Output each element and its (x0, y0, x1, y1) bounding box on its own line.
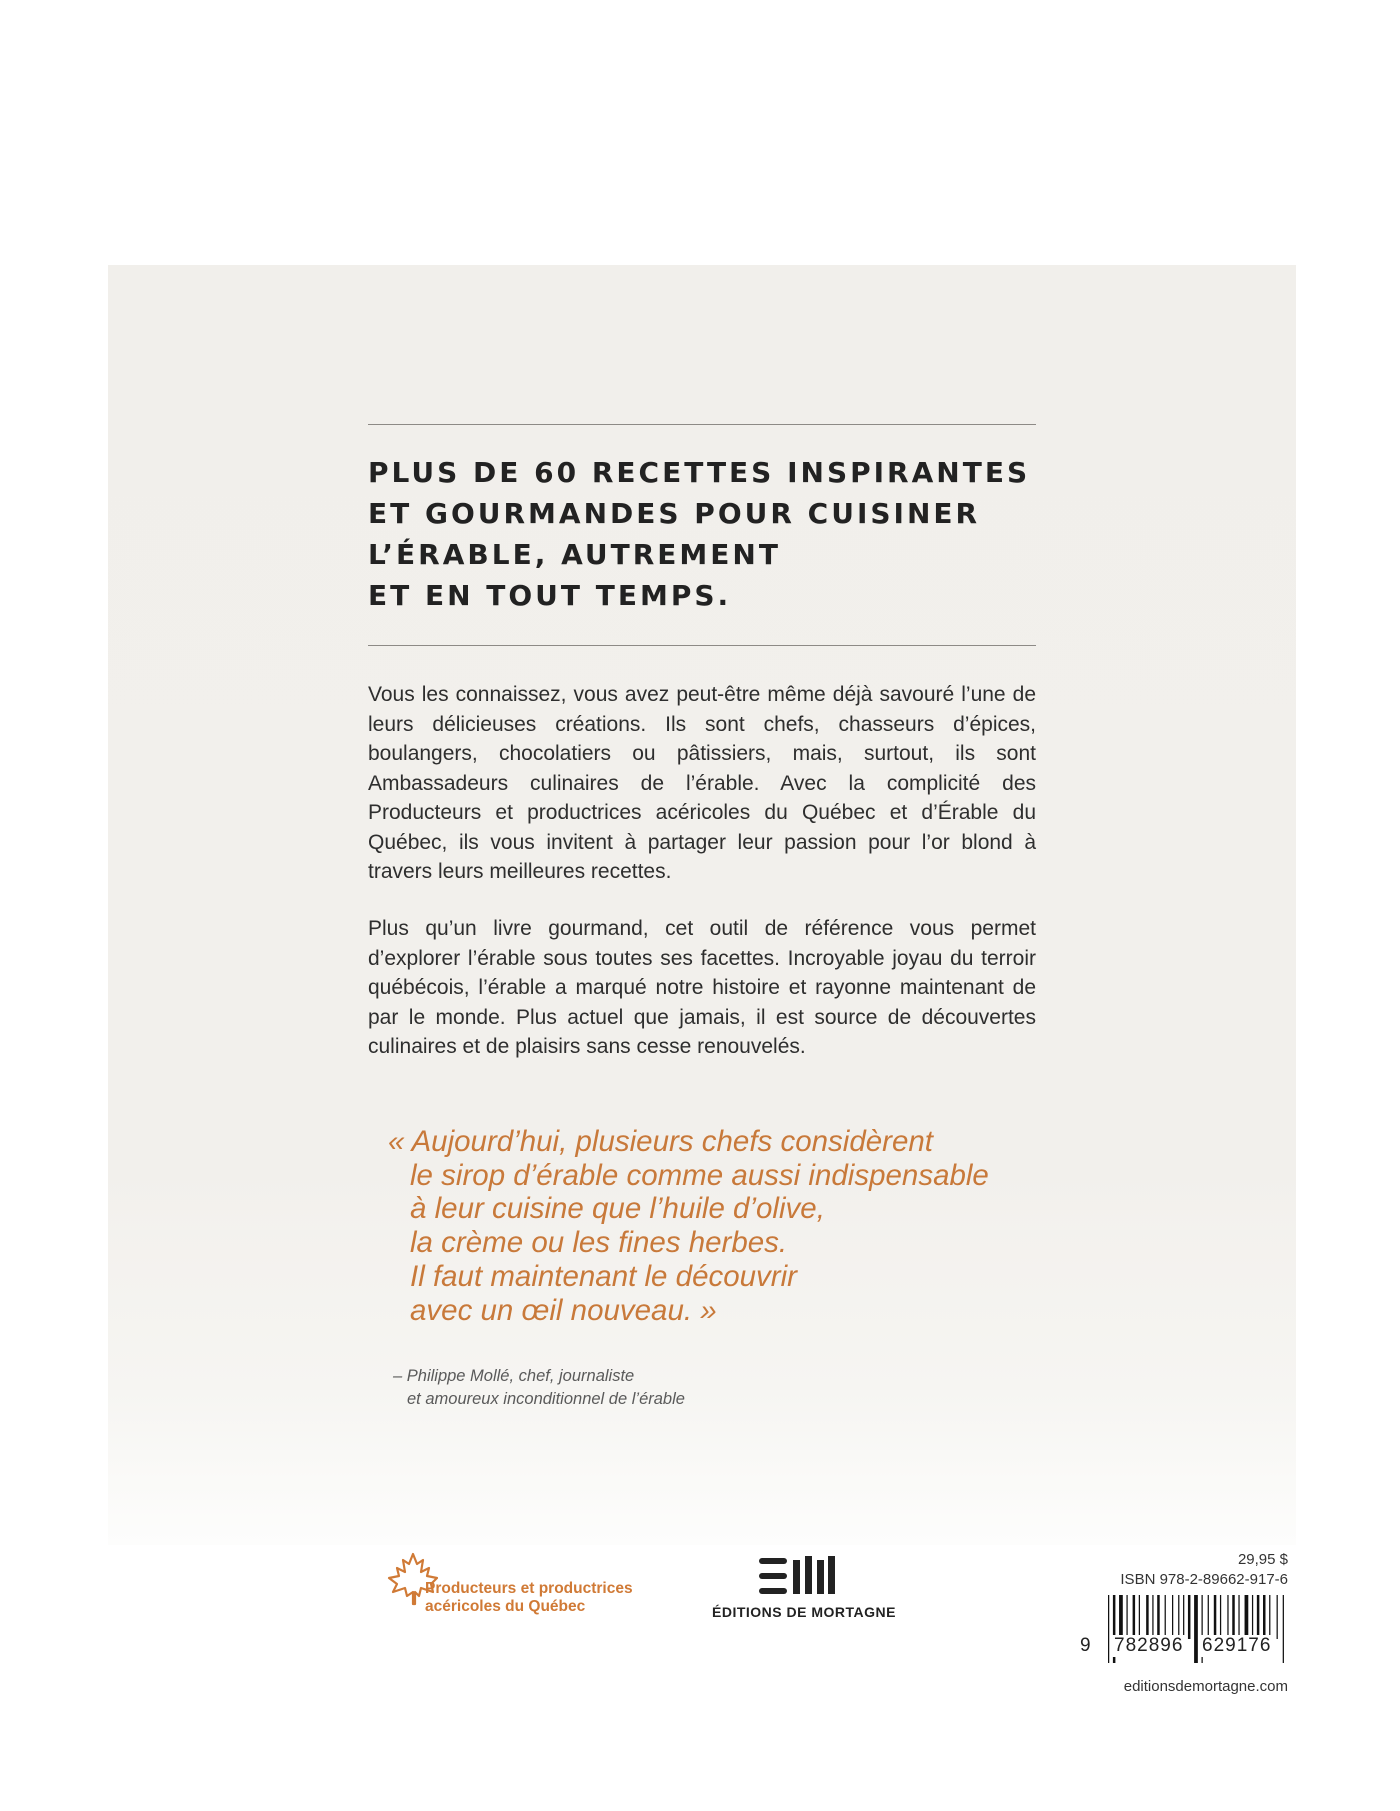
barcode-bar (1245, 1595, 1249, 1639)
barcode-bar (1183, 1595, 1184, 1639)
producers-logo (387, 1552, 647, 1632)
barcode-bar (1152, 1595, 1153, 1639)
body-paragraph-2: Plus qu’un livre gourmand, cet outil de référence vous permet d’explorer l’érable sous toutes ses facettes. Incroyable joyau du terroir québécois, l’érable a marqué notre histoire et rayonne maintenant de par le monde. Plus actuel que jamais, il est source de découvertes culinaires et de plaisirs sans cesse renouvelés. (368, 917, 1036, 1058)
barcode-bar (1172, 1595, 1173, 1639)
barcode-bar (1252, 1595, 1253, 1639)
quote-line: « Aujourd’hui, plusieurs chefs considèrent (388, 1125, 933, 1158)
attribution-line: et amoureux inconditionnel de l’érable (407, 1390, 685, 1408)
producers-name (425, 1580, 633, 1616)
barcode-bar (1277, 1595, 1278, 1639)
barcode-bar (1194, 1595, 1198, 1663)
headline-line: PLUS DE 60 RECETTES INSPIRANTES (368, 456, 1031, 489)
barcode-bar (1269, 1595, 1270, 1639)
barcode-digit-group: 629176 (1202, 1635, 1272, 1656)
headline-line: ET GOURMANDES POUR CUISINER (368, 497, 981, 530)
quote-line: à leur cuisine que l’huile d’olive, (410, 1192, 825, 1226)
body-paragraph-1: Vous les connaissez, vous avez peut-être même déjà savouré l’une de leurs délicieuses créations. Ils sont chefs, chasseurs d’épices, boulangers, chocolatiers ou pâtissiers, mais, surtout, ils sont Ambassadeurs culinaires de l’érable. Avec la complicité des Producteurs et productrices acéricoles du Québec et d’Érable du Québec, ils vous invitent à partager leur passion pour l’or blond à travers leurs meilleures recettes. (368, 683, 1036, 883)
quote-line: avec un œil nouveau. » (410, 1293, 717, 1327)
barcode-digit-group: 782896 (1114, 1635, 1184, 1656)
producers-line: Producteurs et productrices (425, 1580, 633, 1597)
barcode-bar (1157, 1595, 1160, 1639)
barcode-bar (1283, 1595, 1284, 1663)
mortagne-logo-icon (759, 1556, 835, 1596)
price: 29,95 $ (1237, 1551, 1288, 1568)
publisher-logo (712, 1556, 896, 1636)
barcode-bar (1208, 1595, 1209, 1639)
quote-line: Il faut maintenant le découvrir (410, 1259, 797, 1293)
quote-line: le sirop d’érable comme aussi indispensable (410, 1158, 989, 1192)
barcode-bar (1227, 1595, 1228, 1639)
barcode-bar (1178, 1595, 1179, 1639)
barcode-bar (1263, 1595, 1266, 1639)
bottom-rule (368, 645, 1036, 646)
pull-quote (388, 1125, 1048, 1327)
isbn: ISBN 978-2-89662-917-6 (1120, 1571, 1288, 1588)
attribution-line: – Philippe Mollé, chef, journaliste (393, 1367, 635, 1385)
headline-line: L’ÉRABLE, AUTREMENT (368, 538, 781, 571)
barcode-bar (1133, 1595, 1136, 1639)
barcode-bar (1232, 1595, 1235, 1639)
top-rule (368, 424, 1036, 425)
quote-attribution (393, 1365, 685, 1411)
barcode-bar (1238, 1595, 1239, 1639)
barcode-bar (1139, 1595, 1140, 1639)
headline (368, 452, 1068, 616)
quote-line: la crème ou les fines herbes. (410, 1226, 788, 1260)
headline-line: ET EN TOUT TEMPS. (368, 579, 732, 612)
publisher-website: editionsdemortagne.com (1123, 1678, 1288, 1695)
barcode-bar (1126, 1595, 1127, 1639)
publisher-name: ÉDITIONS DE MORTAGNE (712, 1604, 896, 1620)
barcode-bar (1165, 1595, 1166, 1639)
barcode-digit-lead: 9 (1080, 1635, 1091, 1656)
barcode-bar (1188, 1595, 1191, 1639)
barcode-bar (1146, 1595, 1149, 1639)
barcode-bar (1119, 1595, 1123, 1639)
barcode-bar (1108, 1595, 1109, 1663)
producers-line: acéricoles du Québec (425, 1598, 586, 1615)
barcode-bar (1214, 1595, 1217, 1639)
barcode-bar (1257, 1595, 1260, 1639)
barcode-bar (1220, 1595, 1221, 1639)
